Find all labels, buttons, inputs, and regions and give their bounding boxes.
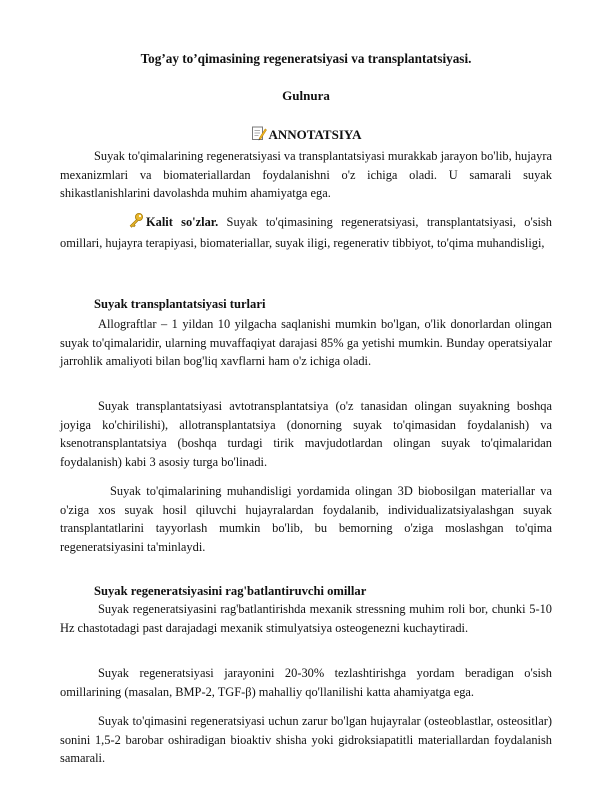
annotation-text: Suyak to'qimalarining regeneratsiyasi va transplantatsiyasi murakkab jarayon bo'lib, hujayra mexanizmlari va biomateriallardan foydalanishni o'z ichiga oladi. U samarali suyak shikastlanishlarini davolashda muhim ahamiyatga ega. xyxy=(60,149,552,200)
annotation-heading: ANNOTATSIYA xyxy=(268,127,362,142)
paragraph-growth-factors: Suyak regeneratsiyasi jarayonini 20-30% tezlashtirishga yordam beradigan o'sish omillarining (masalan, BMP-2, TGF-β) mahalliy qo'llanilishi katta ahamiyatga ega. xyxy=(60,666,552,699)
keywords-label: Kalit so'zlar. xyxy=(146,215,219,229)
paragraph-transplant-types: Suyak transplantatsiyasi avtotransplantatsiya (o'z tanasidan olingan suyakning boshqa joyiga ko'chirilishi), allotransplantatsiya (donorning suyak to'qimasidan foydalanish) va ksenotransplantatsiya (boshqa turdagi tirik mavjudotlardan olingan suyak to'qimalaridan foydalanish) kabi 3 asosiy turga bo'linadi. xyxy=(60,399,552,469)
keywords-text: Suyak to'qimasining regeneratsiyasi, transplantatsiyasi, o'sish omillari, hujayra terapiyasi, biomateriallar, suyak iligi, regenerativ tibbiyot, to'qima muhandisligi, xyxy=(60,215,552,250)
memo-pencil-icon xyxy=(251,125,267,145)
paragraph-mechanical-stress: Suyak regeneratsiyasini rag'batlantirishda mexanik stressning muhim roli bor, chunki 5-10 Hz chastotadagi past darajadagi mexanik stimulyatsiya osteogenezni kuchaytiradi. xyxy=(60,602,552,635)
paragraph-bioactive-materials: Suyak to'qimasini regeneratsiyasi uchun zarur bo'lgan hujayralar (osteoblastlar, osteositlar) sonini 1,5-2 barobar oshiradigan bioaktiv shisha yoki gidroksiapatitli materiallardan foydalanish samarali. xyxy=(60,714,552,765)
section-heading-regeneration-factors: Suyak regeneratsiyasini rag'batlantiruvchi omillar xyxy=(94,584,367,598)
keywords-paragraph xyxy=(60,212,552,252)
paper-title: Tog’ay to’qimasining regeneratsiyasi va transplantatsiyasi. xyxy=(140,51,472,66)
paragraph-tissue-engineering: Suyak to'qimalarining muhandisligi yordamida olingan 3D biobosilgan materiallar va o'ziga xos suyak hosil qiluvchi hujayralardan foydalanib, individualizatsiyalashgan suyak transplantatlarini tayyorlash mumkin bo'lib, bu bemorning o'ziga moslashgan to'qima regeneratsiyasini ta'minlaydi. xyxy=(60,484,552,554)
paragraph-allografts: Allograftlar – 1 yildan 10 yilgacha saqlanishi mumkin bo'lgan, o'lik donorlardan olingan suyak to'qimalaridir, ularning muvaffaqiyat darajasi 85% ga yetishi mumkin. Bunday operatsiyalar jarrohlik amaliyoti bilan bog'liq xavflarni ham o'z ichiga oladi. xyxy=(60,317,552,368)
key-icon xyxy=(94,212,144,234)
author-name: Gulnura xyxy=(282,88,330,103)
section-heading-transplant-types: Suyak transplantatsiyasi turlari xyxy=(94,297,266,311)
annotation-heading-line xyxy=(60,125,552,145)
